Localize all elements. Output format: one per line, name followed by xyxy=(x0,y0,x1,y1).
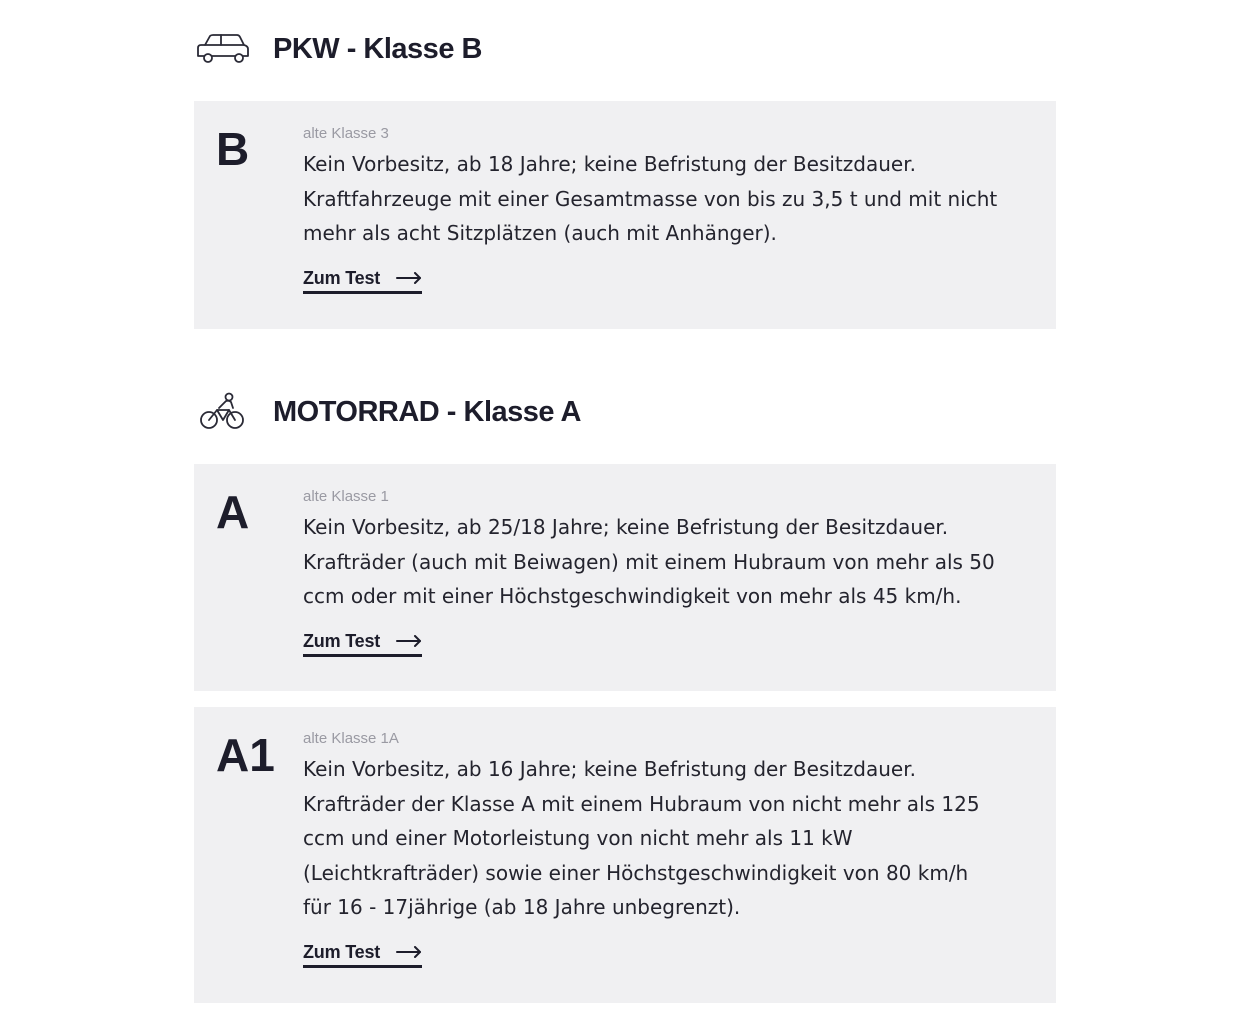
arrow-right-icon xyxy=(396,635,422,647)
old-class-label: alte Klasse 3 xyxy=(303,125,389,142)
motorcycle-icon xyxy=(195,392,253,432)
arrow-right-icon xyxy=(396,946,422,958)
license-card-a1 xyxy=(194,707,1056,1003)
link-label: Zum Test xyxy=(303,630,381,651)
description-line: Kraftfahrzeuge mit einer Gesamtmasse von bis zu 3,5 t und mit nicht xyxy=(303,186,998,211)
old-class-label: alte Klasse 1A xyxy=(303,730,399,747)
link-label: Zum Test xyxy=(303,941,381,962)
description-line: Kein Vorbesitz, ab 25/18 Jahre; keine Befristung der Besitzdauer. xyxy=(303,515,949,539)
zum-test-link[interactable] xyxy=(303,631,422,657)
card-body xyxy=(303,488,1038,657)
license-card-b xyxy=(194,101,1056,329)
car-icon xyxy=(195,29,253,69)
link-label: Zum Test xyxy=(303,267,381,288)
license-class-letter: B xyxy=(216,123,250,175)
description xyxy=(303,510,1038,614)
description-line: ccm oder mit einer Höchstgeschwindigkeit von mehr als 45 km/h. xyxy=(303,584,962,608)
description-line: Kein Vorbesitz, ab 18 Jahre; keine Befristung der Besitzdauer. xyxy=(303,152,916,176)
description-line: mehr als acht Sitzplätzen (auch mit Anhänger). xyxy=(303,221,777,245)
description-line: Krafträder (auch mit Beiwagen) mit einem Hubraum von mehr als 50 xyxy=(303,549,995,574)
arrow-right-icon xyxy=(396,272,422,284)
section-title: PKW - Klasse B xyxy=(273,32,482,65)
description-line: (Leichtkrafträder) sowie einer Höchstgeschwindigkeit von 80 km/h xyxy=(303,860,969,885)
card-body xyxy=(303,730,1038,968)
description xyxy=(303,147,1038,251)
section-header-pkw xyxy=(195,24,482,74)
description-line: Krafträder der Klasse A mit einem Hubraum von nicht mehr als 125 xyxy=(303,791,980,816)
description-line: ccm und einer Motorleistung von nicht mehr als 11 kW xyxy=(303,826,853,850)
description-line: für 16 - 17jährige (ab 18 Jahre unbegrenzt). xyxy=(303,895,741,919)
zum-test-link[interactable] xyxy=(303,268,422,294)
description xyxy=(303,752,1038,925)
zum-test-link[interactable] xyxy=(303,942,422,968)
old-class-label: alte Klasse 1 xyxy=(303,488,389,505)
section-title: MOTORRAD - Klasse A xyxy=(273,395,581,428)
license-class-letter: A1 xyxy=(216,729,275,781)
description-line: Kein Vorbesitz, ab 16 Jahre; keine Befristung der Besitzdauer. xyxy=(303,757,916,781)
license-class-letter: A xyxy=(216,486,250,538)
card-body xyxy=(303,125,1038,294)
section-header-motorrad xyxy=(195,387,581,437)
license-card-a xyxy=(194,464,1056,691)
